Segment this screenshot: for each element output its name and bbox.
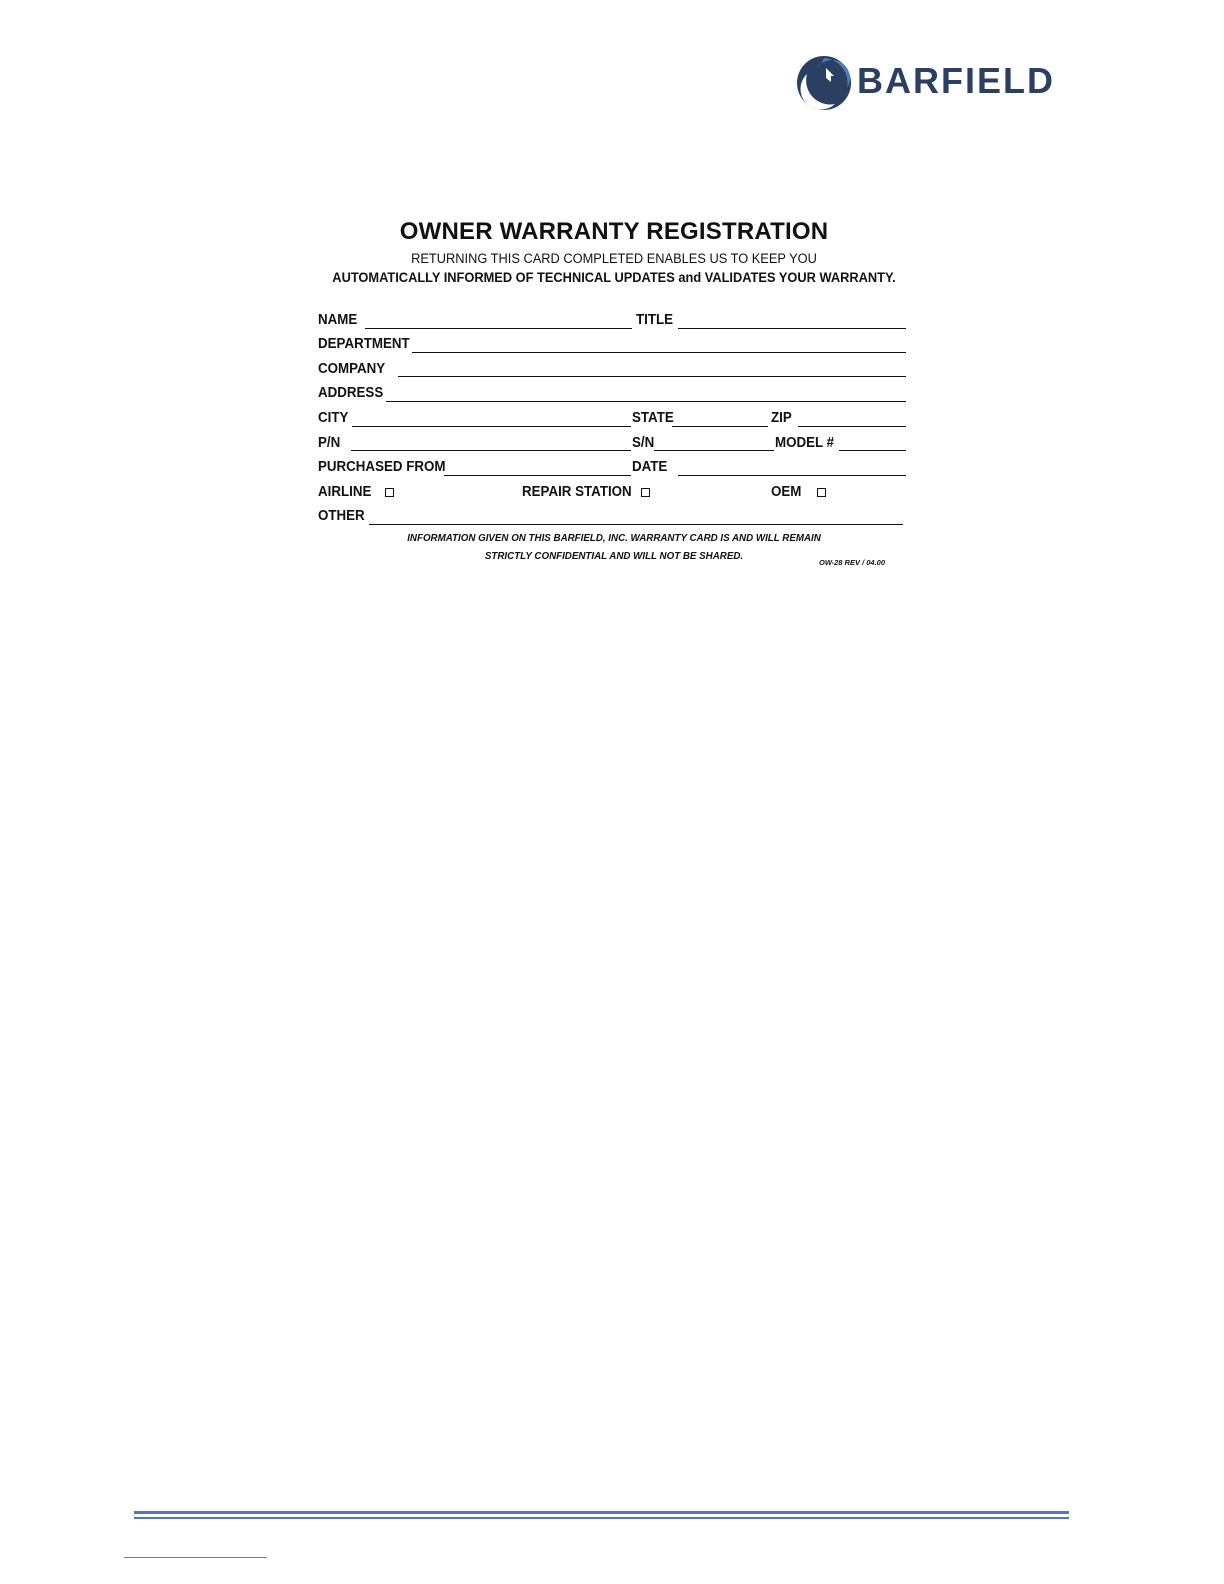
footnote-separator <box>124 1557 267 1558</box>
airline-checkbox[interactable] <box>385 488 394 497</box>
logo-wordmark: BARFIELD <box>857 60 1055 101</box>
address-label: ADDRESS <box>318 385 384 401</box>
confidential-note-line2: STRICTLY CONFIDENTIAL AND WILL NOT BE SHARED. <box>484 550 744 562</box>
repair-station-checkbox[interactable] <box>641 488 650 497</box>
airline-label: AIRLINE <box>318 484 372 500</box>
department-field[interactable] <box>412 352 906 353</box>
repair-station-label: REPAIR STATION <box>522 484 632 500</box>
card-subtitle-line1: RETURNING THIS CARD COMPLETED ENABLES US TO KEEP YOU <box>411 251 817 266</box>
model-label: MODEL # <box>775 435 835 451</box>
zip-field[interactable] <box>798 426 906 427</box>
pn-label: P/N <box>318 435 341 451</box>
oem-label: OEM <box>771 484 802 500</box>
company-label: COMPANY <box>318 361 386 377</box>
barfield-globe-logo-icon <box>795 54 853 112</box>
revision-code: OW-28 REV / 04.00 <box>819 558 885 567</box>
confidential-note-line1: INFORMATION GIVEN ON THIS BARFIELD, INC. WARRANTY CARD IS AND WILL REMAIN <box>407 532 821 544</box>
card-subtitle-line2: AUTOMATICALLY INFORMED OF TECHNICAL UPDATES and VALIDATES YOUR WARRANTY. <box>332 270 896 285</box>
model-field[interactable] <box>839 450 906 451</box>
other-label: OTHER <box>318 508 365 524</box>
title-label: TITLE <box>636 312 674 328</box>
date-label: DATE <box>632 459 668 475</box>
purchased-from-field[interactable] <box>444 475 631 476</box>
purchased-from-label: PURCHASED FROM <box>318 459 446 475</box>
warranty-card <box>316 218 908 578</box>
pn-field[interactable] <box>351 450 631 451</box>
sn-label: S/N <box>632 435 655 451</box>
footer-rule-thin <box>134 1517 1069 1519</box>
city-field[interactable] <box>352 426 631 427</box>
date-field[interactable] <box>678 475 906 476</box>
name-field[interactable] <box>365 328 632 329</box>
other-field[interactable] <box>369 524 903 525</box>
name-label: NAME <box>318 312 358 328</box>
company-field[interactable] <box>398 376 906 377</box>
address-field[interactable] <box>386 401 906 402</box>
barfield-logo <box>795 54 1070 112</box>
state-label: STATE <box>632 410 674 426</box>
city-label: CITY <box>318 410 349 426</box>
sn-field[interactable] <box>654 450 774 451</box>
state-field[interactable] <box>672 426 768 427</box>
zip-label: ZIP <box>771 410 792 426</box>
oem-checkbox[interactable] <box>817 488 826 497</box>
card-title: OWNER WARRANTY REGISTRATION <box>399 218 829 245</box>
title-field[interactable] <box>678 328 906 329</box>
footer-rule-thick <box>134 1511 1069 1514</box>
department-label: DEPARTMENT <box>318 336 410 352</box>
